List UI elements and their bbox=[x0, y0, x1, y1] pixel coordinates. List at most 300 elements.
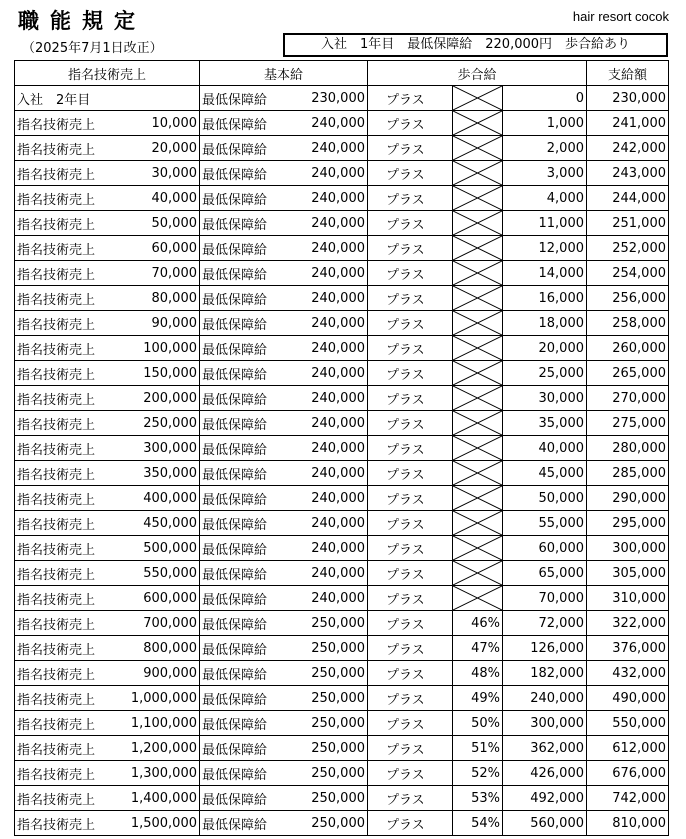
table-row bbox=[15, 336, 669, 361]
row-base-amount: 240,000 bbox=[280, 436, 368, 461]
not-applicable-cross-icon bbox=[453, 336, 502, 360]
row-base-label: 最低保障給 bbox=[200, 86, 280, 111]
row-plus-label: プラス bbox=[368, 561, 453, 586]
row-base-amount: 240,000 bbox=[280, 136, 368, 161]
table-row bbox=[15, 186, 669, 211]
row-sales-amount: 300,000 bbox=[114, 436, 200, 461]
not-applicable-cross-icon bbox=[453, 111, 502, 135]
row-base-label: 最低保障給 bbox=[200, 336, 280, 361]
table-row bbox=[15, 161, 669, 186]
row-plus-label: プラス bbox=[368, 311, 453, 336]
row-total: 490,000 bbox=[587, 686, 669, 711]
row-total: 270,000 bbox=[587, 386, 669, 411]
row-commission-amount: 182,000 bbox=[503, 661, 587, 686]
row-commission-rate bbox=[453, 711, 503, 736]
row-commission-rate bbox=[453, 686, 503, 711]
row-commission-rate bbox=[453, 186, 503, 211]
brand-name: hair resort cocok bbox=[572, 9, 669, 24]
not-applicable-cross-icon bbox=[453, 561, 502, 585]
row-sales-label: 指名技術売上 bbox=[15, 386, 114, 411]
row-commission-amount: 3,000 bbox=[503, 161, 587, 186]
row-base-label: 最低保障給 bbox=[200, 486, 280, 511]
row-plus-label: プラス bbox=[368, 286, 453, 311]
row-plus-label: プラス bbox=[368, 336, 453, 361]
row-sales-amount: 1,000,000 bbox=[114, 686, 200, 711]
row-commission-rate bbox=[453, 436, 503, 461]
row-commission-rate bbox=[453, 611, 503, 636]
row-base-amount: 230,000 bbox=[280, 86, 368, 111]
table-row bbox=[15, 561, 669, 586]
row-commission-amount: 0 bbox=[503, 86, 587, 111]
row-sales-amount: 50,000 bbox=[114, 211, 200, 236]
row-sales-label: 指名技術売上 bbox=[15, 411, 114, 436]
row-total: 300,000 bbox=[587, 536, 669, 561]
row-plus-label: プラス bbox=[368, 136, 453, 161]
table-row bbox=[15, 811, 669, 836]
table-row bbox=[15, 111, 669, 136]
row-base-label: 最低保障給 bbox=[200, 136, 280, 161]
row-plus-label: プラス bbox=[368, 761, 453, 786]
row-total: 810,000 bbox=[587, 811, 669, 836]
table-row bbox=[15, 411, 669, 436]
row-sales-label: 指名技術売上 bbox=[15, 486, 114, 511]
row-base-amount: 240,000 bbox=[280, 586, 368, 611]
table-row bbox=[15, 361, 669, 386]
row-base-label: 最低保障給 bbox=[200, 236, 280, 261]
row-sales-label: 指名技術売上 bbox=[15, 561, 114, 586]
row-commission-rate bbox=[453, 261, 503, 286]
row-commission-amount: 2,000 bbox=[503, 136, 587, 161]
row-base-amount: 240,000 bbox=[280, 211, 368, 236]
row-total: 275,000 bbox=[587, 411, 669, 436]
row-base-label: 最低保障給 bbox=[200, 211, 280, 236]
table-row bbox=[15, 486, 669, 511]
table-row bbox=[15, 761, 669, 786]
row-total: 290,000 bbox=[587, 486, 669, 511]
row-sales-label: 指名技術売上 bbox=[15, 461, 114, 486]
row-sales-label: 指名技術売上 bbox=[15, 286, 114, 311]
row-sales-label: 指名技術売上 bbox=[15, 786, 114, 811]
row-base-label: 最低保障給 bbox=[200, 786, 280, 811]
not-applicable-cross-icon bbox=[453, 161, 502, 185]
row-commission-rate bbox=[453, 761, 503, 786]
row-total: 254,000 bbox=[587, 261, 669, 286]
row-sales-amount: 600,000 bbox=[114, 586, 200, 611]
row-sales-amount: 800,000 bbox=[114, 636, 200, 661]
row-total: 244,000 bbox=[587, 186, 669, 211]
row-total: 742,000 bbox=[587, 786, 669, 811]
row-commission-rate bbox=[453, 561, 503, 586]
header-total: 支給額 bbox=[587, 61, 669, 86]
row-total: 242,000 bbox=[587, 136, 669, 161]
row-commission-amount: 4,000 bbox=[503, 186, 587, 211]
first-year-notice: 入社 1年目 最低保障給 220,000円 歩合給あり bbox=[283, 33, 668, 57]
row-base-label: 最低保障給 bbox=[200, 261, 280, 286]
row-total: 285,000 bbox=[587, 461, 669, 486]
row-plus-label: プラス bbox=[368, 736, 453, 761]
row-base-amount: 240,000 bbox=[280, 161, 368, 186]
row-commission-amount: 300,000 bbox=[503, 711, 587, 736]
row-base-amount: 240,000 bbox=[280, 486, 368, 511]
row-sales-label: 指名技術売上 bbox=[15, 711, 114, 736]
row-base-amount: 240,000 bbox=[280, 461, 368, 486]
row-sales-label: 指名技術売上 bbox=[15, 336, 114, 361]
row-plus-label: プラス bbox=[368, 111, 453, 136]
row-base-amount: 240,000 bbox=[280, 361, 368, 386]
row-commission-rate bbox=[453, 461, 503, 486]
row-plus-label: プラス bbox=[368, 636, 453, 661]
row-plus-label: プラス bbox=[368, 411, 453, 436]
row-plus-label: プラス bbox=[368, 686, 453, 711]
row-base-amount: 250,000 bbox=[280, 611, 368, 636]
not-applicable-cross-icon bbox=[453, 411, 502, 435]
row-plus-label: プラス bbox=[368, 486, 453, 511]
header-commission: 歩合給 bbox=[368, 61, 587, 86]
row-base-label: 最低保障給 bbox=[200, 461, 280, 486]
row-base-amount: 240,000 bbox=[280, 511, 368, 536]
rate-text: 51% bbox=[471, 740, 500, 756]
table-row bbox=[15, 286, 669, 311]
row-sales-amount bbox=[114, 86, 200, 111]
rate-text: 46% bbox=[471, 615, 500, 631]
row-plus-label: プラス bbox=[368, 361, 453, 386]
row-plus-label: プラス bbox=[368, 386, 453, 411]
row-commission-amount: 560,000 bbox=[503, 811, 587, 836]
table-row bbox=[15, 736, 669, 761]
row-base-label: 最低保障給 bbox=[200, 311, 280, 336]
not-applicable-cross-icon bbox=[453, 486, 502, 510]
row-total: 258,000 bbox=[587, 311, 669, 336]
row-commission-amount: 18,000 bbox=[503, 311, 587, 336]
row-commission-amount: 12,000 bbox=[503, 236, 587, 261]
row-total: 280,000 bbox=[587, 436, 669, 461]
row-base-amount: 240,000 bbox=[280, 236, 368, 261]
row-total: 550,000 bbox=[587, 711, 669, 736]
row-commission-rate bbox=[453, 336, 503, 361]
row-sales-label: 指名技術売上 bbox=[15, 536, 114, 561]
row-commission-amount: 35,000 bbox=[503, 411, 587, 436]
row-base-label: 最低保障給 bbox=[200, 536, 280, 561]
row-base-label: 最低保障給 bbox=[200, 636, 280, 661]
row-commission-amount: 72,000 bbox=[503, 611, 587, 636]
row-base-label: 最低保障給 bbox=[200, 361, 280, 386]
row-sales-label: 指名技術売上 bbox=[15, 611, 114, 636]
row-sales-amount: 150,000 bbox=[114, 361, 200, 386]
row-commission-amount: 492,000 bbox=[503, 786, 587, 811]
row-base-label: 最低保障給 bbox=[200, 561, 280, 586]
row-base-amount: 240,000 bbox=[280, 336, 368, 361]
rate-text: 48% bbox=[471, 665, 500, 681]
row-plus-label: プラス bbox=[368, 211, 453, 236]
row-commission-amount: 70,000 bbox=[503, 586, 587, 611]
row-total: 256,000 bbox=[587, 286, 669, 311]
page-title: 職能規定 bbox=[18, 9, 146, 33]
row-sales-amount: 500,000 bbox=[114, 536, 200, 561]
table-row bbox=[15, 211, 669, 236]
row-base-amount: 250,000 bbox=[280, 661, 368, 686]
row-base-label: 最低保障給 bbox=[200, 811, 280, 836]
table-row bbox=[15, 786, 669, 811]
not-applicable-cross-icon bbox=[453, 136, 502, 160]
row-commission-rate bbox=[453, 736, 503, 761]
row-commission-rate bbox=[453, 636, 503, 661]
row-commission-rate bbox=[453, 211, 503, 236]
row-total: 241,000 bbox=[587, 111, 669, 136]
row-total: 322,000 bbox=[587, 611, 669, 636]
row-commission-rate bbox=[453, 111, 503, 136]
row-base-amount: 250,000 bbox=[280, 711, 368, 736]
rate-text: 52% bbox=[471, 765, 500, 781]
table-row bbox=[15, 511, 669, 536]
row-base-label: 最低保障給 bbox=[200, 586, 280, 611]
row-sales-amount: 700,000 bbox=[114, 611, 200, 636]
row-base-label: 最低保障給 bbox=[200, 386, 280, 411]
table-row bbox=[15, 636, 669, 661]
row-plus-label: プラス bbox=[368, 711, 453, 736]
row-base-label: 最低保障給 bbox=[200, 661, 280, 686]
row-sales-amount: 1,100,000 bbox=[114, 711, 200, 736]
table-row bbox=[15, 436, 669, 461]
rate-text: 50% bbox=[471, 715, 500, 731]
not-applicable-cross-icon bbox=[453, 511, 502, 535]
not-applicable-cross-icon bbox=[453, 436, 502, 460]
row-plus-label: プラス bbox=[368, 536, 453, 561]
row-base-amount: 250,000 bbox=[280, 811, 368, 836]
table-row bbox=[15, 711, 669, 736]
row-commission-rate bbox=[453, 786, 503, 811]
not-applicable-cross-icon bbox=[453, 211, 502, 235]
row-total: 243,000 bbox=[587, 161, 669, 186]
row-plus-label: プラス bbox=[368, 461, 453, 486]
row-base-label: 最低保障給 bbox=[200, 761, 280, 786]
row-sales-label: 指名技術売上 bbox=[15, 761, 114, 786]
row-commission-amount: 60,000 bbox=[503, 536, 587, 561]
row-commission-amount: 126,000 bbox=[503, 636, 587, 661]
row-plus-label: プラス bbox=[368, 261, 453, 286]
row-commission-amount: 20,000 bbox=[503, 336, 587, 361]
row-commission-amount: 25,000 bbox=[503, 361, 587, 386]
not-applicable-cross-icon bbox=[453, 186, 502, 210]
rate-text: 54% bbox=[471, 815, 500, 831]
table-row bbox=[15, 461, 669, 486]
row-commission-amount: 1,000 bbox=[503, 111, 587, 136]
not-applicable-cross-icon bbox=[453, 286, 502, 310]
row-sales-amount: 20,000 bbox=[114, 136, 200, 161]
not-applicable-cross-icon bbox=[453, 86, 502, 110]
row-sales-amount: 1,400,000 bbox=[114, 786, 200, 811]
row-sales-label: 指名技術売上 bbox=[15, 361, 114, 386]
not-applicable-cross-icon bbox=[453, 361, 502, 385]
row-total: 251,000 bbox=[587, 211, 669, 236]
row-commission-amount: 45,000 bbox=[503, 461, 587, 486]
row-plus-label: プラス bbox=[368, 161, 453, 186]
row-plus-label: プラス bbox=[368, 236, 453, 261]
row-total: 376,000 bbox=[587, 636, 669, 661]
row-commission-amount: 50,000 bbox=[503, 486, 587, 511]
row-sales-amount: 90,000 bbox=[114, 311, 200, 336]
row-commission-rate bbox=[453, 811, 503, 836]
row-total: 252,000 bbox=[587, 236, 669, 261]
row-sales-amount: 1,500,000 bbox=[114, 811, 200, 836]
row-commission-rate bbox=[453, 486, 503, 511]
row-commission-amount: 11,000 bbox=[503, 211, 587, 236]
row-sales-label: 指名技術売上 bbox=[15, 136, 114, 161]
row-commission-amount: 65,000 bbox=[503, 561, 587, 586]
row-commission-rate bbox=[453, 661, 503, 686]
row-plus-label: プラス bbox=[368, 86, 453, 111]
row-sales-amount: 550,000 bbox=[114, 561, 200, 586]
row-sales-amount: 80,000 bbox=[114, 286, 200, 311]
row-sales-amount: 10,000 bbox=[114, 111, 200, 136]
row-sales-label: 指名技術売上 bbox=[15, 161, 114, 186]
row-base-amount: 240,000 bbox=[280, 561, 368, 586]
header-base: 基本給 bbox=[200, 61, 368, 86]
table-row bbox=[15, 536, 669, 561]
table-row bbox=[15, 86, 669, 111]
row-base-label: 最低保障給 bbox=[200, 411, 280, 436]
row-total: 676,000 bbox=[587, 761, 669, 786]
row-commission-rate bbox=[453, 411, 503, 436]
row-base-label: 最低保障給 bbox=[200, 161, 280, 186]
row-sales-label: 指名技術売上 bbox=[15, 211, 114, 236]
row-sales-label: 指名技術売上 bbox=[15, 736, 114, 761]
row-base-amount: 240,000 bbox=[280, 261, 368, 286]
row-base-label: 最低保障給 bbox=[200, 436, 280, 461]
row-commission-rate bbox=[453, 361, 503, 386]
row-commission-rate bbox=[453, 136, 503, 161]
row-sales-amount: 100,000 bbox=[114, 336, 200, 361]
row-commission-rate bbox=[453, 161, 503, 186]
row-commission-amount: 240,000 bbox=[503, 686, 587, 711]
row-base-label: 最低保障給 bbox=[200, 611, 280, 636]
row-sales-label: 指名技術売上 bbox=[15, 436, 114, 461]
row-commission-amount: 14,000 bbox=[503, 261, 587, 286]
row-base-amount: 240,000 bbox=[280, 411, 368, 436]
row-commission-rate bbox=[453, 586, 503, 611]
not-applicable-cross-icon bbox=[453, 311, 502, 335]
row-total: 612,000 bbox=[587, 736, 669, 761]
row-base-label: 最低保障給 bbox=[200, 111, 280, 136]
row-base-amount: 240,000 bbox=[280, 111, 368, 136]
row-sales-amount: 70,000 bbox=[114, 261, 200, 286]
row-sales-amount: 350,000 bbox=[114, 461, 200, 486]
row-sales-label: 指名技術売上 bbox=[15, 586, 114, 611]
salary-table bbox=[14, 60, 669, 836]
table-row bbox=[15, 136, 669, 161]
rate-text: 49% bbox=[471, 690, 500, 706]
row-plus-label: プラス bbox=[368, 811, 453, 836]
rate-text: 47% bbox=[471, 640, 500, 656]
row-base-amount: 240,000 bbox=[280, 186, 368, 211]
row-sales-amount: 1,200,000 bbox=[114, 736, 200, 761]
row-base-label: 最低保障給 bbox=[200, 511, 280, 536]
row-total: 432,000 bbox=[587, 661, 669, 686]
table-row bbox=[15, 386, 669, 411]
not-applicable-cross-icon bbox=[453, 261, 502, 285]
row-plus-label: プラス bbox=[368, 186, 453, 211]
row-plus-label: プラス bbox=[368, 586, 453, 611]
table-header-row bbox=[15, 61, 669, 86]
row-plus-label: プラス bbox=[368, 661, 453, 686]
row-sales-amount: 400,000 bbox=[114, 486, 200, 511]
row-sales-label: 指名技術売上 bbox=[15, 636, 114, 661]
row-sales-label: 指名技術売上 bbox=[15, 261, 114, 286]
row-sales-amount: 200,000 bbox=[114, 386, 200, 411]
row-base-amount: 240,000 bbox=[280, 286, 368, 311]
row-sales-amount: 450,000 bbox=[114, 511, 200, 536]
table-body bbox=[15, 86, 669, 836]
table-row bbox=[15, 686, 669, 711]
row-commission-amount: 40,000 bbox=[503, 436, 587, 461]
row-commission-amount: 16,000 bbox=[503, 286, 587, 311]
row-sales-label: 入社 2年目 bbox=[15, 86, 114, 111]
row-commission-rate bbox=[453, 236, 503, 261]
row-sales-label: 指名技術売上 bbox=[15, 661, 114, 686]
table-row bbox=[15, 661, 669, 686]
not-applicable-cross-icon bbox=[453, 386, 502, 410]
table-row bbox=[15, 236, 669, 261]
not-applicable-cross-icon bbox=[453, 536, 502, 560]
row-base-label: 最低保障給 bbox=[200, 286, 280, 311]
row-commission-rate bbox=[453, 286, 503, 311]
row-base-amount: 240,000 bbox=[280, 386, 368, 411]
row-commission-amount: 362,000 bbox=[503, 736, 587, 761]
row-total: 310,000 bbox=[587, 586, 669, 611]
row-sales-label: 指名技術売上 bbox=[15, 311, 114, 336]
row-commission-rate bbox=[453, 311, 503, 336]
row-commission-rate bbox=[453, 386, 503, 411]
header-sales: 指名技術売上 bbox=[15, 61, 200, 86]
not-applicable-cross-icon bbox=[453, 586, 502, 610]
row-base-amount: 250,000 bbox=[280, 786, 368, 811]
row-plus-label: プラス bbox=[368, 611, 453, 636]
row-sales-amount: 900,000 bbox=[114, 661, 200, 686]
row-total: 260,000 bbox=[587, 336, 669, 361]
table-row bbox=[15, 261, 669, 286]
row-base-label: 最低保障給 bbox=[200, 711, 280, 736]
row-sales-label: 指名技術売上 bbox=[15, 511, 114, 536]
row-commission-rate bbox=[453, 511, 503, 536]
row-total: 230,000 bbox=[587, 86, 669, 111]
row-commission-amount: 55,000 bbox=[503, 511, 587, 536]
row-total: 305,000 bbox=[587, 561, 669, 586]
not-applicable-cross-icon bbox=[453, 461, 502, 485]
row-sales-amount: 250,000 bbox=[114, 411, 200, 436]
row-base-label: 最低保障給 bbox=[200, 186, 280, 211]
row-base-amount: 250,000 bbox=[280, 761, 368, 786]
row-commission-rate bbox=[453, 536, 503, 561]
table-row bbox=[15, 311, 669, 336]
row-plus-label: プラス bbox=[368, 436, 453, 461]
row-base-amount: 250,000 bbox=[280, 736, 368, 761]
row-base-amount: 240,000 bbox=[280, 536, 368, 561]
row-total: 295,000 bbox=[587, 511, 669, 536]
not-applicable-cross-icon bbox=[453, 236, 502, 260]
row-sales-label: 指名技術売上 bbox=[15, 186, 114, 211]
row-commission-amount: 30,000 bbox=[503, 386, 587, 411]
row-sales-amount: 30,000 bbox=[114, 161, 200, 186]
row-sales-amount: 1,300,000 bbox=[114, 761, 200, 786]
row-total: 265,000 bbox=[587, 361, 669, 386]
row-sales-label: 指名技術売上 bbox=[15, 686, 114, 711]
table-row bbox=[15, 586, 669, 611]
row-plus-label: プラス bbox=[368, 786, 453, 811]
row-sales-label: 指名技術売上 bbox=[15, 111, 114, 136]
table-row bbox=[15, 611, 669, 636]
row-base-label: 最低保障給 bbox=[200, 736, 280, 761]
row-base-amount: 250,000 bbox=[280, 636, 368, 661]
row-sales-amount: 60,000 bbox=[114, 236, 200, 261]
